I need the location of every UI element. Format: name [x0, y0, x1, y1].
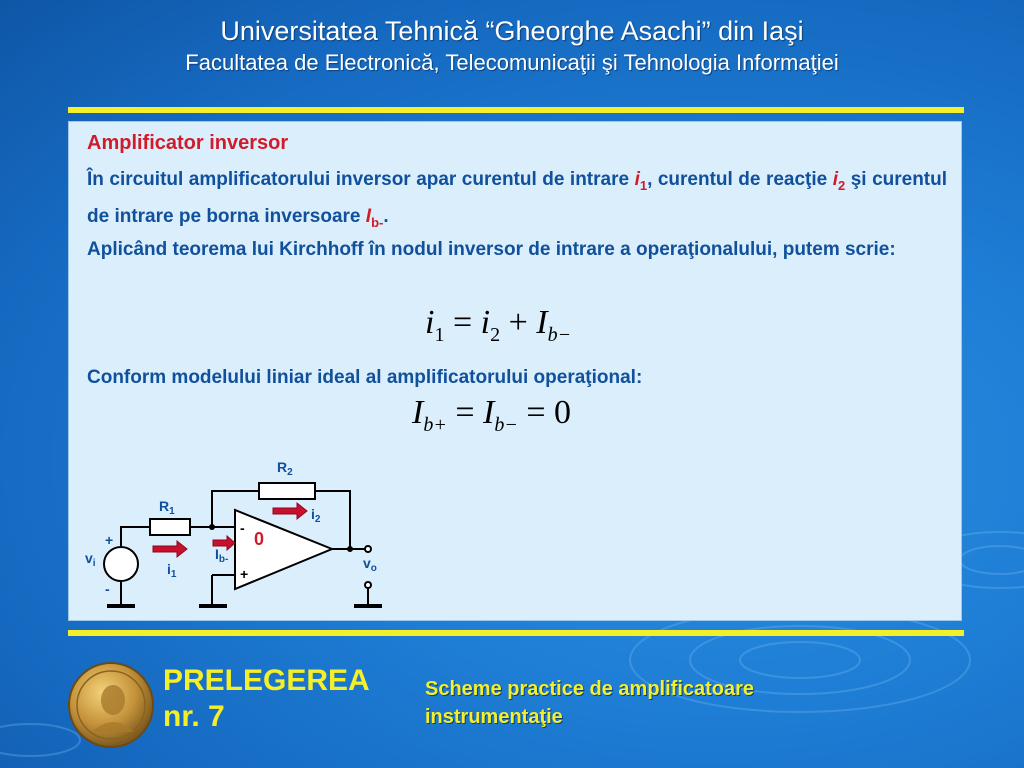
label-source-minus: - — [105, 581, 110, 597]
p1-text-b: , curentul de reacţie — [647, 169, 828, 190]
label-vo: $v_o$ — [363, 555, 377, 574]
arrow-i2 — [273, 503, 307, 519]
equation-kirchhoff: $i_1 = i_2 + I_{b-}$ — [425, 304, 572, 346]
label-i2: $i_2$ — [311, 506, 321, 525]
label-opamp-plus: + — [240, 566, 249, 582]
var-i1: $i_1$ — [634, 169, 648, 193]
voltage-source-vi — [104, 547, 138, 581]
p1-text-c: şi curentul de intrare pe borna inversoare — [87, 169, 948, 227]
lecture-subtitle: Scheme practice de amplificatoare instrumentaţie — [425, 678, 755, 728]
label-i1: $i_1$ — [167, 561, 177, 580]
lecture-number: PRELEGEREA nr. 7 — [163, 664, 370, 733]
node-output — [347, 546, 353, 552]
content-panel — [68, 121, 962, 621]
node-inverting — [209, 524, 215, 530]
equation-ideal: $I_{b+} = I_{b-} = 0$ — [412, 394, 572, 436]
label-r1: $R_1$ — [159, 498, 175, 517]
medal-logo — [68, 662, 154, 748]
top-divider — [68, 107, 964, 113]
var-i2: $i_2$ — [832, 169, 846, 193]
resistor-r2 — [259, 483, 315, 499]
label-r2: $R_2$ — [277, 459, 293, 478]
label-source-plus: + — [105, 532, 114, 548]
input-wire — [121, 527, 150, 546]
label-zero-voltage: 0 — [254, 529, 265, 549]
header — [0, 14, 1024, 78]
label-vi: $v_i$ — [85, 550, 96, 569]
label-ib: $I_{b-}$ — [215, 546, 229, 565]
inverting-amplifier-circuit — [69, 122, 963, 622]
p1-text-a: În circuitul amplificatorului inversor apar curentul de intrare — [87, 169, 630, 190]
resistor-r1 — [150, 519, 190, 535]
var-Ib-minus: $I_{b-}$ — [365, 205, 384, 230]
arrow-i1 — [153, 541, 187, 557]
p1-text-d: . — [383, 205, 389, 227]
output-terminal — [365, 546, 371, 552]
label-opamp-minus: - — [240, 520, 245, 536]
bottom-divider — [68, 630, 964, 636]
paragraph-kirchhoff: Aplicând teorema lui Kirchhoff în nodul inversor de intrare a operaţionalului, putem scrie: — [87, 239, 896, 260]
section-title: Amplificator inversor — [87, 132, 289, 154]
ground-terminal — [365, 582, 371, 588]
university-name: Universitatea Tehnică “Gheorghe Asachi” din Iaşi — [220, 16, 804, 46]
paragraph-ideal-model: Conform modelului liniar ideal al amplificatorului operaţional: — [87, 367, 643, 388]
faculty-name: Facultatea de Electronică, Telecomunicaţii şi Tehnologia Informaţiei — [185, 50, 839, 75]
